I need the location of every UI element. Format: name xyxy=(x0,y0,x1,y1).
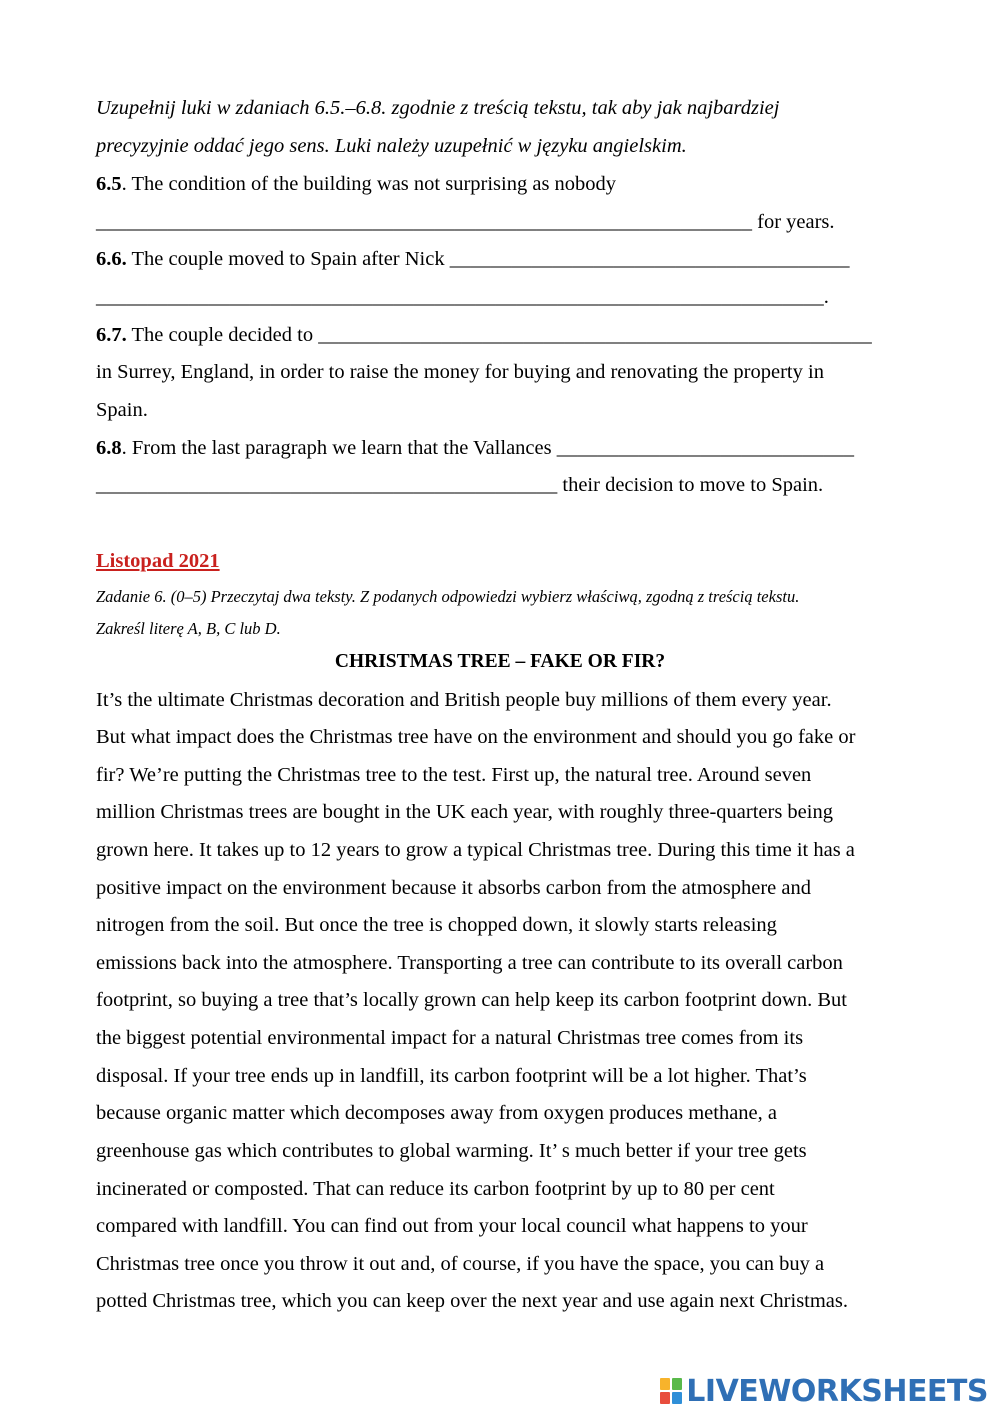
body-line: footprint, so buying a tree that’s locally grown can help keep its carbon footprint down. But xyxy=(96,989,847,1011)
body-line: grown here. It takes up to 12 years to grow a typical Christmas tree. During this time it has a xyxy=(96,839,855,861)
question-6-6-answer xyxy=(96,285,829,309)
body-line: million Christmas trees are bought in the UK each year, with roughly three-quarters being xyxy=(96,801,833,823)
question-number: 6.7. xyxy=(96,324,127,346)
question-6-8 xyxy=(96,436,854,460)
body-line: incinerated or composted. That can reduce its carbon footprint by up to 80 per cent xyxy=(96,1178,775,1200)
question-6-8-answer xyxy=(96,473,823,497)
answer-blank[interactable]: _______________________________________ xyxy=(449,248,850,270)
logo-square xyxy=(672,1378,682,1390)
body-line: nitrogen from the soil. But once the tree is chopped down, it slowly starts releasing xyxy=(96,914,777,936)
question-6-7 xyxy=(96,323,872,347)
question-number: 6.5 xyxy=(96,173,122,195)
body-line: Christmas tree once you throw it out and, of course, if you have the space, you can buy a xyxy=(96,1253,825,1275)
question-end: . xyxy=(823,286,829,308)
answer-blank[interactable]: _____________________________________________ xyxy=(96,474,558,496)
body-line: because organic matter which decomposes away from oxygen produces methane, a xyxy=(96,1102,777,1124)
question-6-7-line-3: Spain. xyxy=(96,399,148,421)
question-number: 6.8 xyxy=(96,437,122,459)
instruction-line-2: precyzyjnie oddać jego sens. Luki należy uzupełnić w języku angielskim. xyxy=(96,135,687,157)
section-heading-link[interactable]: Listopad 2021 xyxy=(96,550,220,572)
body-line: But what impact does the Christmas tree have on the environment and should you go fake or xyxy=(96,726,856,748)
question-text: The couple decided to xyxy=(126,324,319,346)
body-line: fir? We’re putting the Christmas tree to the test. First up, the natural tree. Around seven xyxy=(96,764,812,786)
question-6-5 xyxy=(96,172,616,196)
answer-blank[interactable]: _____________________________ xyxy=(556,437,854,459)
article-title: CHRISTMAS TREE – FAKE OR FIR? xyxy=(334,651,666,672)
question-6-5-answer xyxy=(96,210,835,234)
question-text: . From the last paragraph we learn that the Vallances xyxy=(121,437,557,459)
logo-square xyxy=(672,1392,682,1404)
question-text: . The condition of the building was not surprising as nobody xyxy=(121,173,617,195)
answer-blank[interactable]: ________________________________________________________________ xyxy=(96,211,752,233)
body-line: disposal. If your tree ends up in landfill, its carbon footprint will be a lot higher. That’s xyxy=(96,1065,807,1087)
logo-square xyxy=(660,1392,670,1404)
body-line: greenhouse gas which contributes to global warming. It’ s much better if your tree gets xyxy=(96,1140,807,1162)
question-6-7-line-2: in Surrey, England, in order to raise the money for buying and renovating the property in xyxy=(96,361,824,383)
section-heading xyxy=(96,549,220,573)
question-tail: for years. xyxy=(752,211,835,233)
body-line: positive impact on the environment because it absorbs carbon from the atmosphere and xyxy=(96,877,812,899)
body-line: emissions back into the atmosphere. Transporting a tree can contribute to its overall carbon xyxy=(96,952,843,974)
liveworksheets-logo[interactable] xyxy=(660,1373,988,1409)
task-line-2: Zakreśl literę A, B, C lub D. xyxy=(96,619,281,638)
instruction-line-1: Uzupełnij luki w zdaniach 6.5.–6.8. zgodnie z treścią tekstu, tak aby jak najbardziej xyxy=(96,97,780,119)
body-line: potted Christmas tree, which you can keep over the next year and use again next Christmas. xyxy=(96,1290,849,1312)
logo-square xyxy=(660,1378,670,1390)
logo-mark-icon xyxy=(660,1378,682,1404)
answer-blank[interactable]: ______________________________________________________ xyxy=(318,324,872,346)
body-line: compared with landfill. You can find out from your local council what happens to your xyxy=(96,1215,808,1237)
question-text: The couple moved to Spain after Nick xyxy=(126,248,450,270)
question-tail: their decision to move to Spain. xyxy=(557,474,824,496)
body-line: the biggest potential environmental impact for a natural Christmas tree comes from its xyxy=(96,1027,804,1049)
task-line-1: Zadanie 6. (0–5) Przeczytaj dwa teksty. Z podanych odpowiedzi wybierz właściwą, zgodną z treścią tekstu. xyxy=(96,587,800,606)
question-number: 6.6. xyxy=(96,248,127,270)
question-6-6 xyxy=(96,247,849,271)
logo-text: LIVEWORKSHEETS xyxy=(686,1373,988,1409)
answer-blank[interactable]: _______________________________________________________________________ xyxy=(96,286,824,308)
body-line: It’s the ultimate Christmas decoration and British people buy millions of them every year. xyxy=(96,689,832,711)
